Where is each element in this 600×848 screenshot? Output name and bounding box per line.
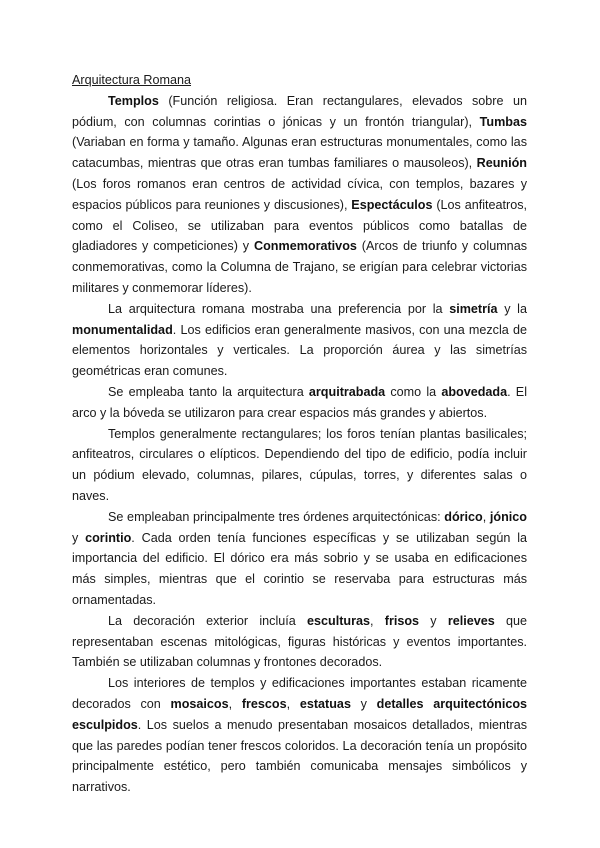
paragraph bbox=[72, 611, 527, 673]
bold-term: Templos bbox=[108, 93, 159, 108]
text-run: Los interiores de templos y edificaciones importantes estaban ricamente decorados con bbox=[72, 676, 527, 711]
text-run: y bbox=[419, 613, 448, 628]
paragraph bbox=[72, 382, 527, 424]
bold-term: frescos bbox=[241, 696, 287, 711]
paragraph bbox=[72, 424, 527, 507]
text-run: (Función religiosa. Eran rectangulares, elevados sobre un pódium, con columnas corintias o jónicas y un frontón triangular), bbox=[72, 93, 527, 129]
text-run: La arquitectura romana mostraba una preferencia por la bbox=[108, 301, 450, 316]
bold-term: relieves bbox=[447, 613, 495, 628]
text-run: Se empleaba tanto la arquitectura bbox=[108, 384, 309, 399]
text-run: Templos generalmente rectangulares; los foros tenían plantas basilicales; anfiteatros, circulares o elípticos. Dependiendo del tipo de edificio, podía incluir un pódium elevado, columnas, pilares, cúpulas, torres, y diferentes salas o naves. bbox=[72, 426, 527, 503]
text-run: y bbox=[350, 696, 377, 711]
bold-term: mosaicos bbox=[170, 696, 229, 711]
text-run: (Los foros romanos eran centros de actividad cívica, con templos, bazares y espacios públicos para reuniones y discusiones), bbox=[72, 176, 527, 212]
text-run: La decoración exterior incluía bbox=[108, 613, 307, 628]
text-run: y bbox=[72, 530, 86, 545]
text-run: (Arcos de triunfo y columnas conmemorativas, como la Columna de Trajano, se erigían para celebrar victorias militares y conmemorar líderes). bbox=[72, 239, 527, 295]
text-run: como la bbox=[385, 384, 442, 399]
text-run: . Los suelos a menudo presentaban mosaicos detallados, mientras que las paredes podían tener frescos coloridos. La decoración tenía un propósito principalmente estético, pero también comunicaba mensajes simbólicos y narrativos. bbox=[72, 717, 527, 795]
bold-term: monumentalidad bbox=[72, 322, 173, 337]
text-run: . Cada orden tenía funciones específicas y se utilizaban según la importancia del edificio. El dórico era más sobrio y se usaba en edificaciones más simples, mientras que el corintio se reservaba para estructuras más ornamentadas. bbox=[72, 530, 527, 607]
text-run: Se empleaban principalmente tres órdenes arquitectónicas: bbox=[108, 509, 445, 524]
text-run: . El arco y la bóveda se utilizaron para crear espacios más grandes y abiertos. bbox=[72, 384, 527, 420]
paragraph bbox=[72, 673, 527, 798]
text-run: , bbox=[228, 696, 242, 711]
bold-term: Conmemorativos bbox=[254, 239, 357, 254]
paragraph bbox=[72, 299, 527, 382]
bold-term: esculturas bbox=[307, 613, 370, 628]
text-run: , bbox=[370, 613, 385, 628]
bold-term: abovedada bbox=[441, 384, 508, 399]
paragraph-list bbox=[72, 91, 527, 798]
paragraph bbox=[72, 91, 527, 299]
text-run: que representaban escenas mitológicas, figuras históricas y eventos importantes. También se utilizaban columnas y frontones decorados. bbox=[72, 613, 528, 670]
bold-term: jónico bbox=[489, 509, 527, 524]
document-title: Arquitectura Romana bbox=[72, 73, 192, 87]
bold-term: frisos bbox=[384, 613, 420, 628]
text-run: (Los anfiteatros, como el Coliseo, se utilizaban para eventos públicos como batallas de gladiadores y competiciones) y bbox=[72, 197, 527, 254]
text-run: . Los edificios eran generalmente masivos, con una mezcla de elementos horizontales y verticales. La proporción áurea y las simetrías geométricas eran comunes. bbox=[72, 322, 527, 379]
text-run: , bbox=[286, 696, 300, 711]
text-run: , bbox=[482, 509, 490, 524]
bold-term: Tumbas bbox=[479, 114, 527, 129]
paragraph bbox=[72, 507, 527, 611]
bold-term: Reunión bbox=[476, 156, 527, 171]
bold-term: Espectáculos bbox=[351, 197, 433, 212]
bold-term: arquitrabada bbox=[308, 384, 386, 399]
bold-term: dórico bbox=[444, 509, 483, 524]
bold-term: simetría bbox=[449, 301, 498, 316]
bold-term: estatuas bbox=[299, 696, 351, 711]
text-run: y la bbox=[497, 301, 527, 316]
document-body bbox=[72, 70, 527, 798]
bold-term: corintio bbox=[85, 530, 132, 545]
text-run: (Variaban en forma y tamaño. Algunas eran estructuras monumentales, como las catacumbas, mientras que otras eran tumbas familiares o mausoleos), bbox=[72, 135, 527, 171]
bold-term: detalles arquitectónicos esculpidos bbox=[72, 696, 528, 732]
